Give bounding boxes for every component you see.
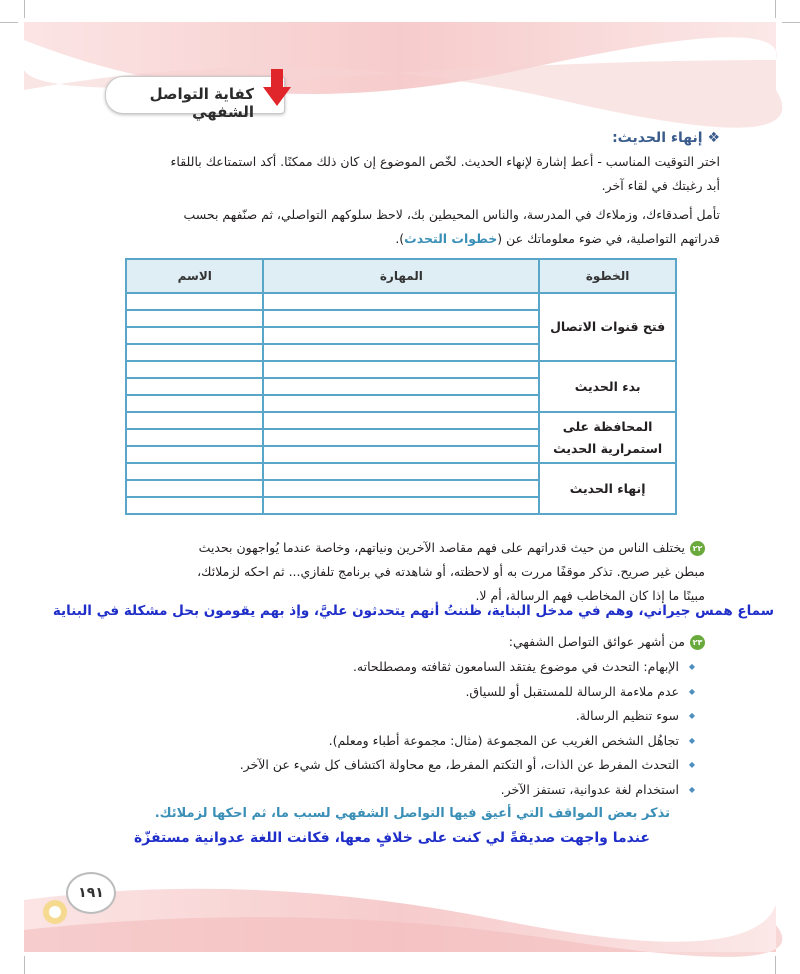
- name-input-cell[interactable]: [126, 293, 263, 310]
- highlight-speaking-steps: خطوات التحدث: [404, 231, 498, 246]
- name-input-cell[interactable]: [126, 344, 263, 361]
- task-instruction: تذكر بعض المواقف التي أعيق فيها التواصل الشفهي لسبب ما، ثم احكها لزملائك.: [154, 806, 670, 821]
- column-header-skill: المهارة: [263, 259, 539, 293]
- section-title-tab: [105, 76, 285, 121]
- skill-input-cell[interactable]: [263, 361, 539, 378]
- section-title: كفاية التواصل الشفهي: [149, 85, 254, 121]
- list-item: ◆ التحدث المفرط عن الذات، أو التكتم المفرط، مع محاولة اكتشاف كل شيء عن الآخر.: [135, 753, 695, 778]
- down-arrow-icon: [262, 69, 292, 107]
- paragraph-line: [80, 227, 720, 251]
- paragraph-observe-friends: [80, 203, 720, 251]
- list-item: ◆ عدم ملاءمة الرسالة للمستقبل أو للسياق.: [135, 680, 695, 705]
- name-input-cell[interactable]: [126, 378, 263, 395]
- obstacles-list: [135, 655, 695, 802]
- name-input-cell[interactable]: [126, 412, 263, 429]
- paragraph-line: اختر التوقيت المناسب - أعط إشارة لإنهاء الحديث. لخّص الموضوع إن كان ذلك ممكنًا. أكد استمتاعك باللقاء: [170, 154, 720, 169]
- crop-mark: [0, 22, 18, 23]
- crop-mark: [24, 956, 25, 974]
- skill-input-cell[interactable]: [263, 429, 539, 446]
- step-cell: إنهاء الحديث: [539, 463, 676, 514]
- question-number-badge: ٢٣: [690, 635, 705, 650]
- text-fragment: قدراتهم التواصلية، في ضوء معلوماتك عن (: [497, 231, 720, 246]
- column-header-name: الاسم: [126, 259, 263, 293]
- table-row: [126, 463, 676, 480]
- skill-input-cell[interactable]: [263, 344, 539, 361]
- page-number: ١٩١: [66, 872, 116, 914]
- skill-input-cell[interactable]: [263, 378, 539, 395]
- skill-input-cell[interactable]: [263, 480, 539, 497]
- crop-mark: [782, 22, 800, 23]
- table-row: [126, 293, 676, 310]
- question-22: [85, 536, 705, 608]
- text-fragment: يختلف الناس من حيث قدراتهم على فهم مقاصد الآخرين ونياتهم، وخاصة عندما يُواجهون بحديث: [198, 540, 685, 555]
- paragraph-line: [85, 536, 705, 560]
- skill-input-cell[interactable]: [263, 395, 539, 412]
- publisher-logo-icon: [40, 898, 70, 926]
- name-input-cell[interactable]: [126, 446, 263, 463]
- name-input-cell[interactable]: [126, 310, 263, 327]
- name-input-cell[interactable]: [126, 463, 263, 480]
- paragraph-line: أبد رغبتك في لقاء آخر.: [601, 178, 720, 193]
- paragraph-line: مبطن غير صريح. تذكر موقفًا مررت به أو لاحظته، أو شاهدته في برنامج تلفازي... ثم احكه لزملائك،: [197, 564, 705, 579]
- crop-mark: [775, 956, 776, 974]
- text-fragment: ).: [395, 231, 405, 246]
- table-row: [126, 361, 676, 378]
- skill-input-cell[interactable]: [263, 412, 539, 429]
- list-item: ◆ استخدام لغة عدوانية، تستفز الآخر.: [135, 778, 695, 803]
- skill-input-cell[interactable]: [263, 293, 539, 310]
- skill-input-cell[interactable]: [263, 497, 539, 514]
- handwritten-answer-23[interactable]: عندما واجهت صديقةً لي كنت على خلافٍ معها، فكانت اللغة عدوانية مستفزّة: [133, 830, 650, 846]
- question-number-badge: ٢٢: [690, 541, 705, 556]
- paragraph-end-tips: [80, 150, 720, 198]
- table-row: [126, 412, 676, 429]
- step-cell: المحافظة على استمرارية الحديث: [539, 412, 676, 463]
- list-item: ◆ تجاهُل الشخص الغريب عن المجموعة (مثال: مجموعة أطباء ومعلم).: [135, 729, 695, 754]
- skill-input-cell[interactable]: [263, 310, 539, 327]
- skill-input-cell[interactable]: [263, 446, 539, 463]
- question-23-intro: [85, 630, 705, 654]
- name-input-cell[interactable]: [126, 395, 263, 412]
- name-input-cell[interactable]: [126, 497, 263, 514]
- name-input-cell[interactable]: [126, 327, 263, 344]
- paragraph-line: [85, 630, 705, 654]
- name-input-cell[interactable]: [126, 480, 263, 497]
- list-item: ◆ الإبهام: التحدث في موضوع يفتقد السامعون ثقافته ومصطلحاته.: [135, 655, 695, 680]
- name-input-cell[interactable]: [126, 429, 263, 446]
- subheading-end-conversation: ❖ إنهاء الحديث:: [612, 130, 720, 146]
- paragraph-line: تأمل أصدقاءك، وزملاءك في المدرسة، والناس المحيطين بك، لاحظ سلوكهم التواصلي، ثم صنّفهم بحسب: [183, 207, 720, 222]
- list-item: ◆ سوء تنظيم الرسالة.: [135, 704, 695, 729]
- step-cell: فتح قنوات الاتصال: [539, 293, 676, 361]
- skill-input-cell[interactable]: [263, 327, 539, 344]
- step-cell: بدء الحديث: [539, 361, 676, 412]
- crop-mark: [775, 0, 776, 18]
- column-header-step: الخطوة: [539, 259, 676, 293]
- text-fragment: من أشهر عوائق التواصل الشفهي:: [508, 634, 685, 649]
- crop-mark: [24, 0, 25, 18]
- paragraph-line: مبينًا ما إذا كان المخاطب فهم الرسالة، أم لا.: [475, 588, 705, 603]
- handwritten-answer-22[interactable]: سماع همس جيراني، وهم في مدخل البناية، ظننتُ أنهم يتحدثون عليَّ، وإذ بهم يقومون بحل مشكلة في البناية: [52, 603, 774, 619]
- communication-steps-table: [125, 258, 677, 515]
- skill-input-cell[interactable]: [263, 463, 539, 480]
- name-input-cell[interactable]: [126, 361, 263, 378]
- table-header-row: [126, 259, 676, 293]
